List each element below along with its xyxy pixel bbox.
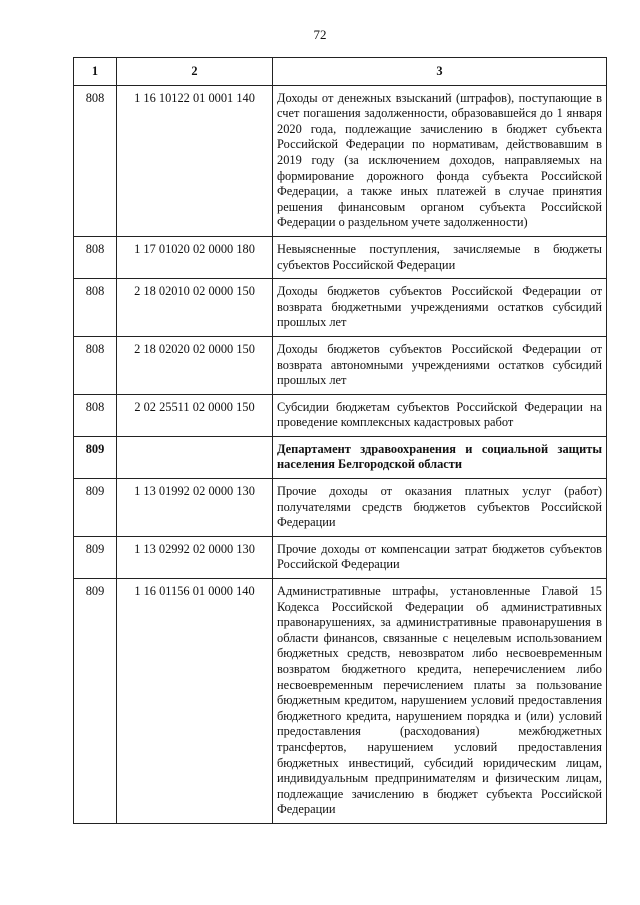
administrator-code: 808 xyxy=(74,336,117,394)
revenue-code: 2 18 02010 02 0000 150 xyxy=(117,279,273,337)
administrator-code: 809 xyxy=(74,479,117,537)
revenue-code: 1 16 01156 01 0000 140 xyxy=(117,579,273,824)
revenue-description: Субсидии бюджетам субъектов Российской Федерации на проведение комплексных кадастровых работ xyxy=(273,394,607,436)
column-header-2: 2 xyxy=(117,58,273,86)
revenue-code: 2 18 02020 02 0000 150 xyxy=(117,336,273,394)
section-header-row xyxy=(74,436,607,478)
revenue-description: Прочие доходы от компенсации затрат бюджетов субъектов Российской Федерации xyxy=(273,536,607,578)
table-row xyxy=(74,479,607,537)
page-number: 72 xyxy=(313,27,327,42)
administrator-code: 809 xyxy=(74,579,117,824)
table-row xyxy=(74,236,607,278)
administrator-code: 809 xyxy=(74,536,117,578)
revenue-code: 1 13 02992 02 0000 130 xyxy=(117,536,273,578)
revenue-code: 1 16 10122 01 0001 140 xyxy=(117,85,273,236)
revenue-code: 2 02 25511 02 0000 150 xyxy=(117,394,273,436)
column-header-1: 1 xyxy=(74,58,117,86)
revenue-description: Доходы от денежных взысканий (штрафов), поступающие в счет погашения задолженности, образовавшейся до 1 января 2020 года, подлежащие зачислению в бюджет субъекта Российской Федерации по нормативам, действовавшим в 2019 году (за исключением доходов, направляемых на формирование дорожного фонда субъекта Российской Федерации, а также иных платежей в случае принятия решения финансовым органом субъекта Российской Федерации о раздельном учете задолженности) xyxy=(273,85,607,236)
table-row xyxy=(74,579,607,824)
table-header-row xyxy=(74,58,607,86)
administrator-name: Департамент здравоохранения и социальной защиты населения Белгородской области xyxy=(273,436,607,478)
administrator-code: 808 xyxy=(74,394,117,436)
revenue-description: Доходы бюджетов субъектов Российской Федерации от возврата автономными учреждениями остатков субсидий прошлых лет xyxy=(273,336,607,394)
table-row xyxy=(74,394,607,436)
revenue-description: Прочие доходы от оказания платных услуг (работ) получателями средств бюджетов субъектов Российской Федерации xyxy=(273,479,607,537)
column-header-3: 3 xyxy=(273,58,607,86)
table-row xyxy=(74,85,607,236)
revenue-code: 1 13 01992 02 0000 130 xyxy=(117,479,273,537)
administrator-code: 809 xyxy=(74,436,117,478)
revenue-code: 1 17 01020 02 0000 180 xyxy=(117,236,273,278)
administrator-code: 808 xyxy=(74,279,117,337)
administrator-code: 808 xyxy=(74,85,117,236)
revenue-description: Доходы бюджетов субъектов Российской Федерации от возврата бюджетными учреждениями остатков субсидий прошлых лет xyxy=(273,279,607,337)
table-row xyxy=(74,336,607,394)
revenue-description: Невыясненные поступления, зачисляемые в бюджеты субъектов Российской Федерации xyxy=(273,236,607,278)
revenue-description: Административные штрафы, установленные Главой 15 Кодекса Российской Федерации об административных правонарушениях, за административные правонарушения в области финансов, связанные с нецелевым использованием бюджетных средств, невозвратом либо несвоевременным возвратом бюджетного кредита, неперечислением либо несвоевременным перечислением платы за пользование бюджетным кредитом, нарушением условий предоставления бюджетного кредита, нарушением порядка и (или) условий предоставления (расходования) межбюджетных трансфертов, нарушением условий предоставления бюджетных инвестиций, субсидий юридическим лицам, индивидуальным предпринимателям и физическим лицам, подлежащие зачислению в бюджет субъекта Российской Федерации xyxy=(273,579,607,824)
table-row xyxy=(74,536,607,578)
budget-classification-table xyxy=(73,57,607,824)
administrator-code: 808 xyxy=(74,236,117,278)
revenue-code xyxy=(117,436,273,478)
table-row xyxy=(74,279,607,337)
